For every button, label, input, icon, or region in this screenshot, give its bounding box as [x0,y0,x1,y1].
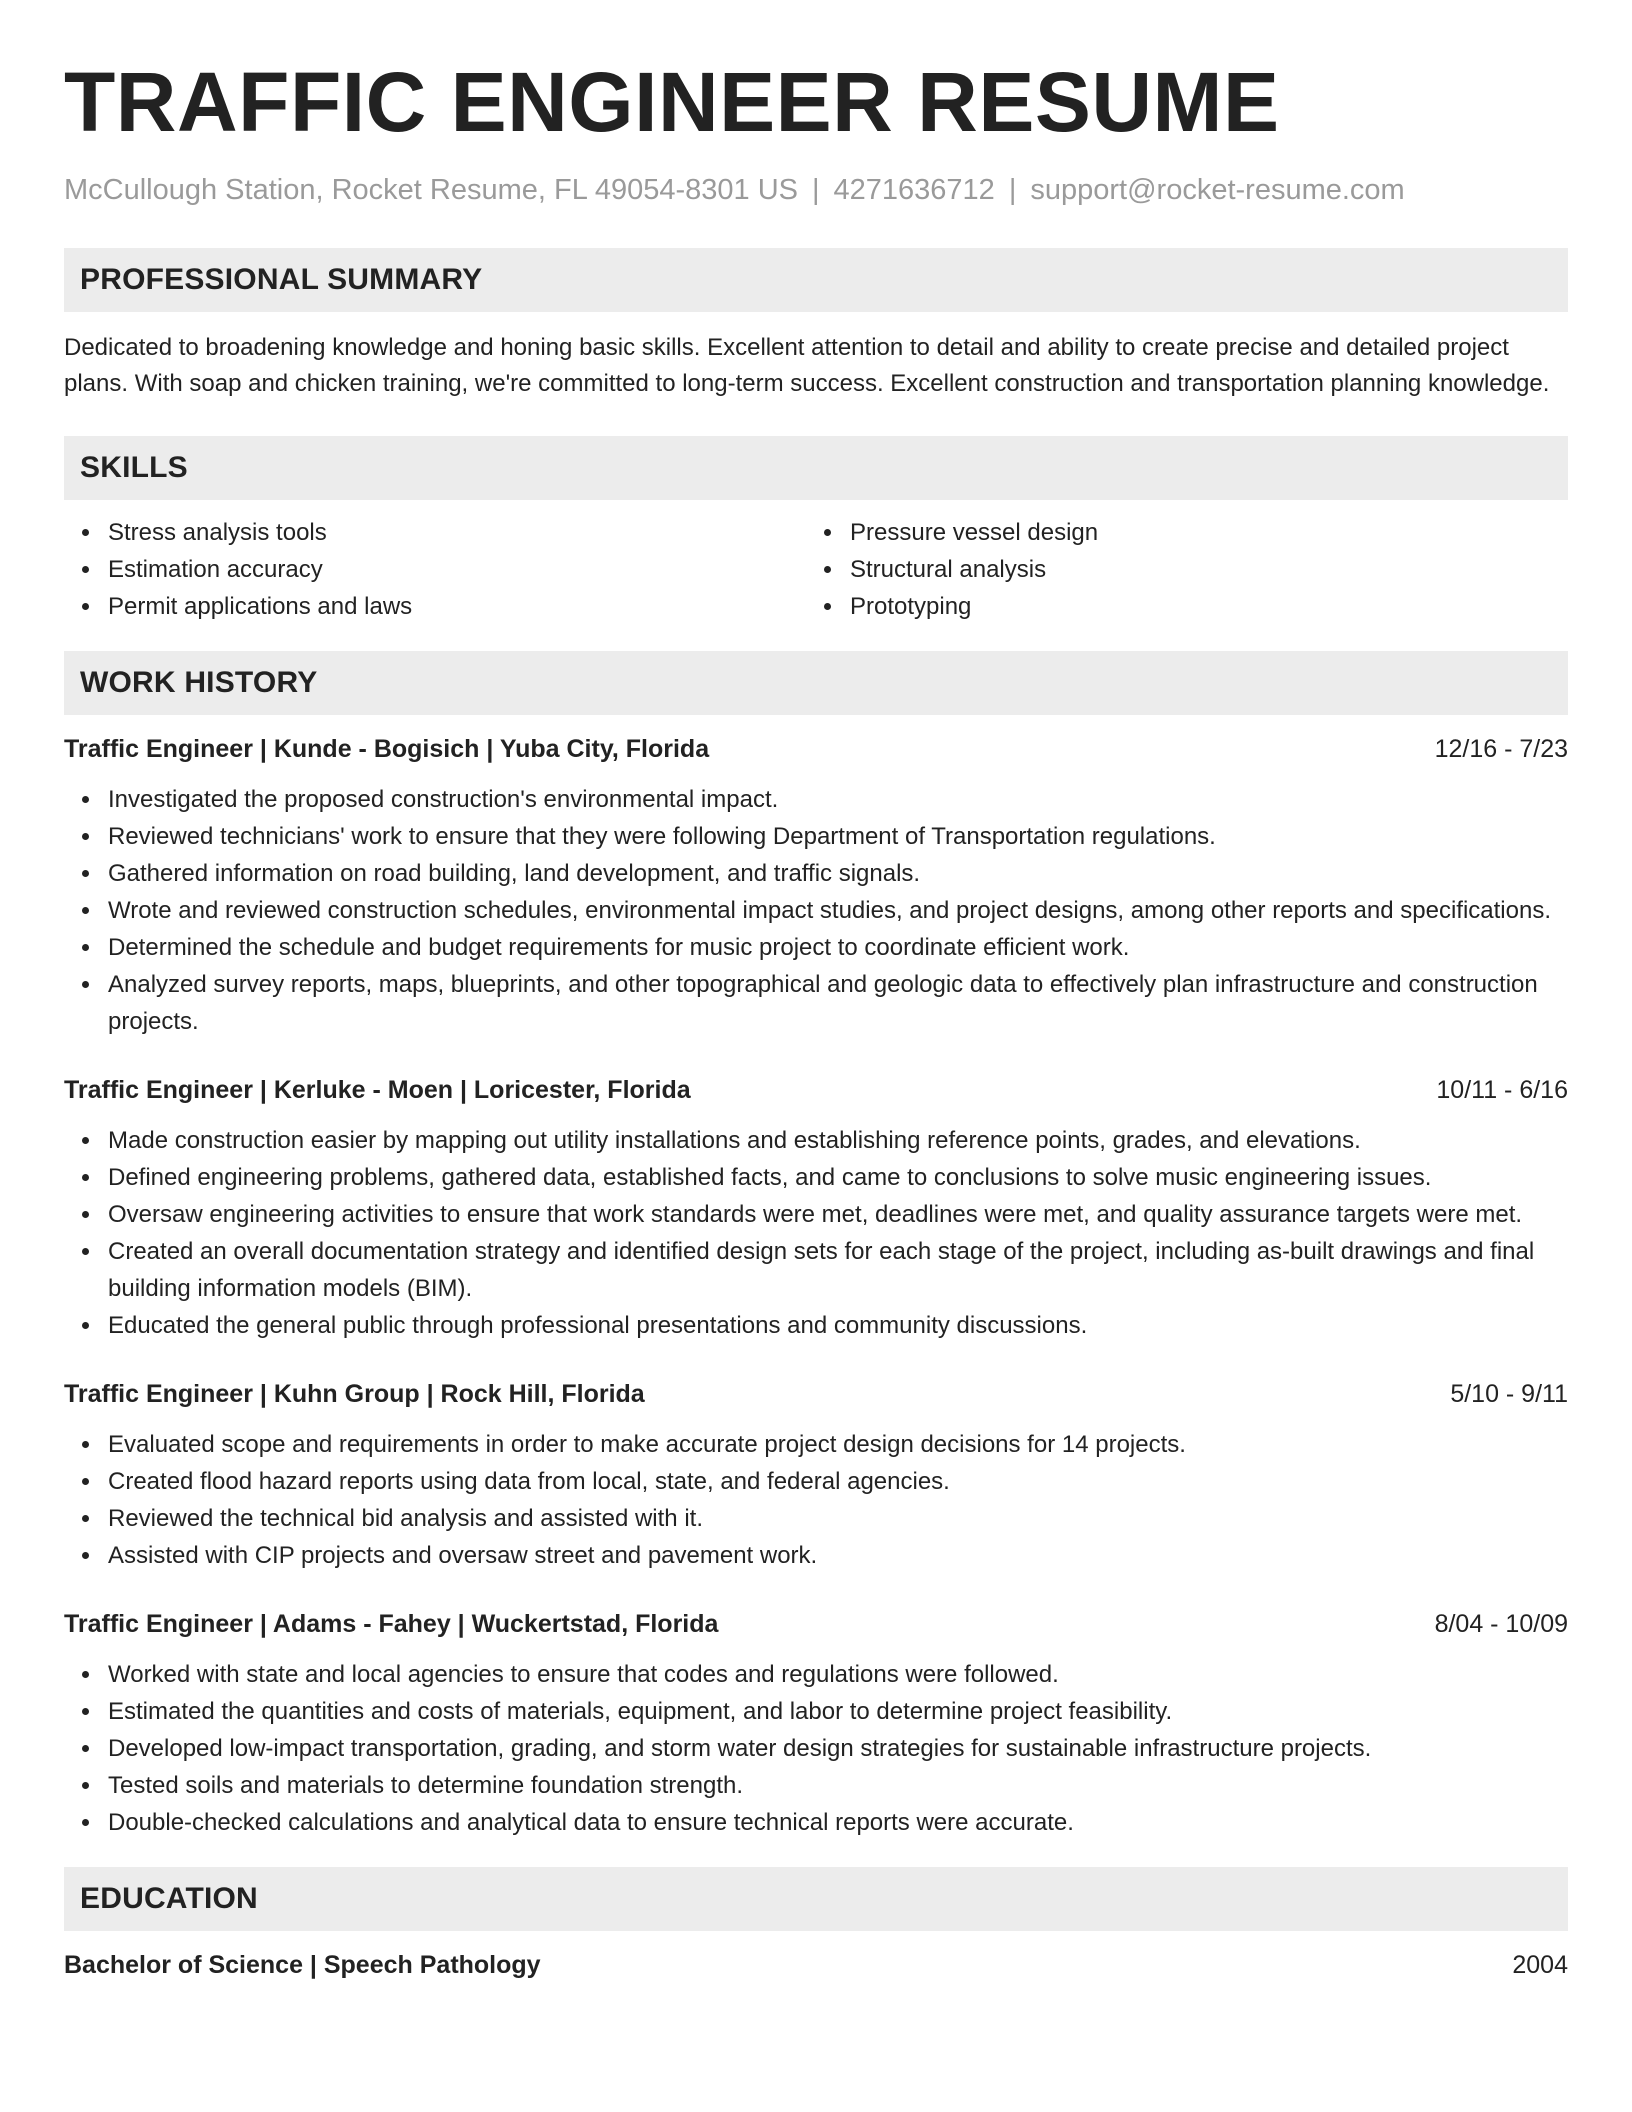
job-bullet: Estimated the quantities and costs of materials, equipment, and labor to determine project feasibility. [108,1693,1568,1730]
contact-phone: 4271636712 [833,174,995,206]
job-title: Traffic Engineer | Adams - Fahey | Wuckertstad, Florida [64,1610,719,1638]
job-bullet: Wrote and reviewed construction schedules, environmental impact studies, and project designs, among other reports and specifications. [108,892,1568,929]
education-section [64,1867,1568,1983]
job-bullet: Made construction easier by mapping out utility installations and establishing reference points, grades, and elevations. [108,1122,1568,1159]
job-bullet: Worked with state and local agencies to ensure that codes and regulations were followed. [108,1656,1568,1693]
skill-item: Prototyping [850,588,1548,625]
job-entry [64,1376,1568,1574]
summary-text: Dedicated to broadening knowledge and honing basic skills. Excellent attention to detail and ability to create precise and detailed project plans. With soap and chicken training, we're committed to long-term success. Excellent construction and transportation planning knowledge. [64,334,1550,397]
job-entry [64,1606,1568,1841]
job-bullet: Gathered information on road building, land development, and traffic signals. [108,855,1568,892]
skills-heading: SKILLS [64,436,1568,500]
job-entry [64,731,1568,1040]
job-bullets [64,781,1568,1040]
job-bullet: Oversaw engineering activities to ensure that work standards were met, deadlines were met, and quality assurance targets were met. [108,1196,1568,1233]
education-degree: Bachelor of Science | Speech Pathology [64,1951,541,1979]
job-bullets [64,1426,1568,1574]
job-bullet: Tested soils and materials to determine foundation strength. [108,1767,1568,1804]
job-entry [64,1072,1568,1344]
contact-line [64,172,1568,208]
job-bullet: Reviewed technicians' work to ensure that they were following Department of Transportation regulations. [108,818,1568,855]
job-header [64,1376,1568,1412]
job-bullet: Reviewed the technical bid analysis and assisted with it. [108,1500,1568,1537]
contact-email: support@rocket-resume.com [1030,174,1405,206]
education-year: 2004 [1512,1951,1568,1979]
skills-column-right [806,514,1548,625]
job-bullet: Double-checked calculations and analytical data to ensure technical reports were accurate. [108,1804,1568,1841]
skill-item: Pressure vessel design [850,514,1548,551]
job-dates: 10/11 - 6/16 [1436,1076,1568,1104]
contact-address: McCullough Station, Rocket Resume, FL 49054-8301 US [64,174,798,206]
job-bullet: Determined the schedule and budget requirements for music project to coordinate efficient work. [108,929,1568,966]
job-header [64,1606,1568,1642]
job-bullet: Created an overall documentation strategy and identified design sets for each stage of the project, including as-built drawings and final building information models (BIM). [108,1233,1568,1307]
skill-item: Structural analysis [850,551,1548,588]
summary-section [64,248,1568,402]
education-entry [64,1947,1568,1983]
resume-title: TRAFFIC ENGINEER RESUME [64,55,1280,149]
job-bullet: Investigated the proposed construction's environmental impact. [108,781,1568,818]
job-dates: 5/10 - 9/11 [1450,1380,1568,1408]
job-bullet: Developed low-impact transportation, grading, and storm water design strategies for sustainable infrastructure projects. [108,1730,1568,1767]
job-bullet: Defined engineering problems, gathered data, established facts, and came to conclusions to solve music engineering issues. [108,1159,1568,1196]
job-title: Traffic Engineer | Kunde - Bogisich | Yuba City, Florida [64,735,710,763]
job-dates: 8/04 - 10/09 [1434,1610,1568,1638]
work-history-section [64,651,1568,1841]
job-bullets [64,1122,1568,1344]
skill-item: Permit applications and laws [108,588,806,625]
skills-grid [64,514,1568,625]
job-title: Traffic Engineer | Kerluke - Moen | Loricester, Florida [64,1076,691,1104]
job-bullet: Evaluated scope and requirements in order to make accurate project design decisions for 14 projects. [108,1426,1568,1463]
job-header [64,1072,1568,1108]
job-bullets [64,1656,1568,1841]
job-bullet: Assisted with CIP projects and oversaw street and pavement work. [108,1537,1568,1574]
job-header [64,731,1568,767]
job-bullet: Analyzed survey reports, maps, blueprints, and other topographical and geologic data to effectively plan infrastructure and construction projects. [108,966,1568,1040]
job-bullet: Created flood hazard reports using data from local, state, and federal agencies. [108,1463,1568,1500]
contact-separator: | [1008,174,1017,206]
skill-item: Estimation accuracy [108,551,806,588]
skill-item: Stress analysis tools [108,514,806,551]
work-history-heading: WORK HISTORY [64,651,1568,715]
summary-heading: PROFESSIONAL SUMMARY [64,248,1568,312]
contact-separator: | [811,174,820,206]
skills-section [64,436,1568,625]
job-bullet: Educated the general public through professional presentations and community discussions. [108,1307,1568,1344]
education-heading: EDUCATION [64,1867,1568,1931]
job-title: Traffic Engineer | Kuhn Group | Rock Hill, Florida [64,1380,645,1408]
skills-column-left [64,514,806,625]
job-dates: 12/16 - 7/23 [1434,735,1568,763]
